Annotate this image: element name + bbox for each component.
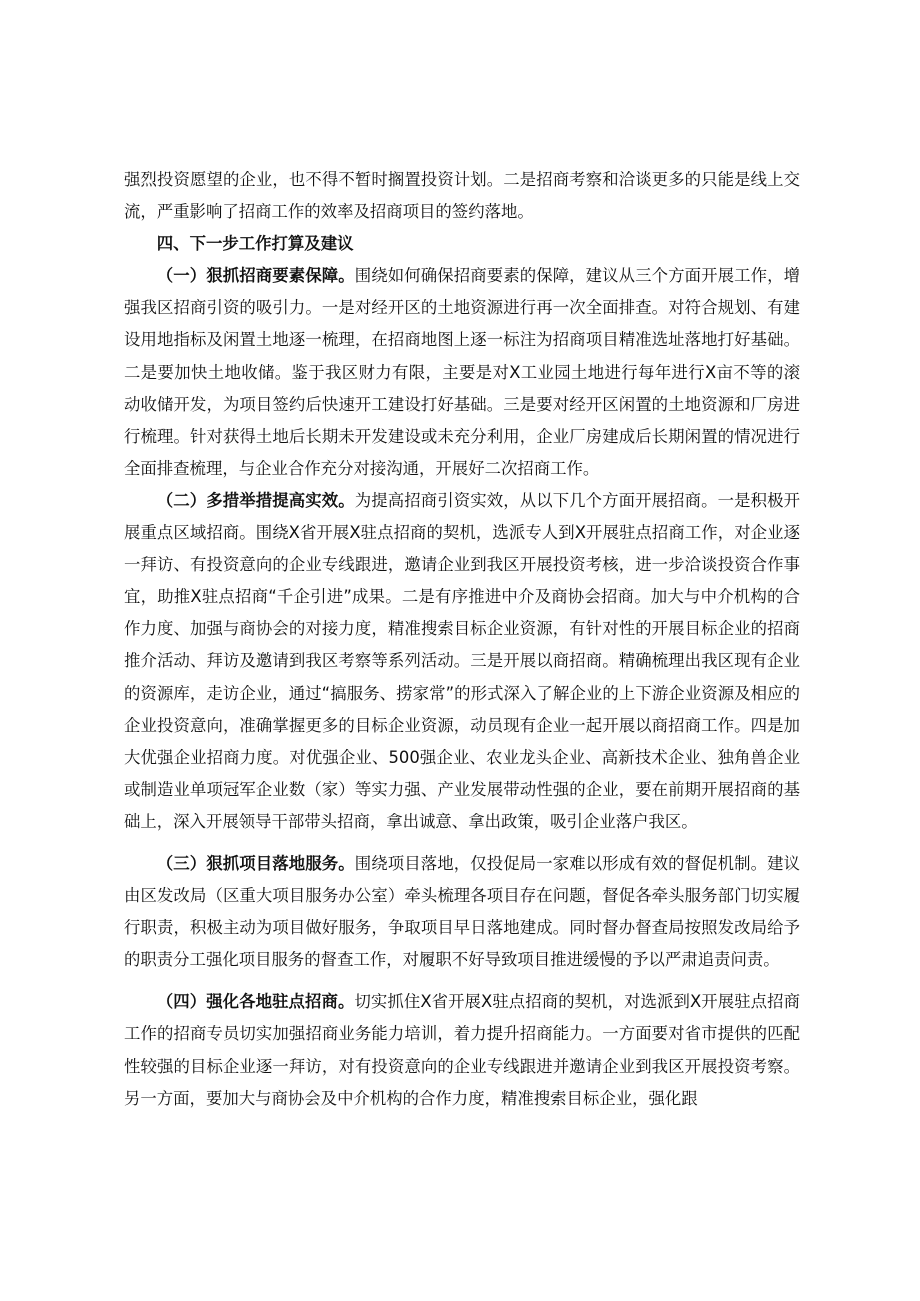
item-body-1: 围绕如何确保招商要素的保障，建议从三个方面开展工作，增强我区招商引资的吸引力。一是对经开区的土地资源进行再一次全面排查。对符合规划、有建设用地指标及闲置土地逐一梳理，在招商地图上逐一标注为招商项目精准选址落地打好基础。二是要加快土地收储。鉴于我区财力有限，主要是对X工业园土地进行每年进行X亩不等的滚动收储开发，为项目签约后快速开工建设打好基础。三是要对经开区闲置的土地资源和厂房进行梳理。针对获得土地后长期未开发建设或未充分利用，企业厂房建成后长期闲置的情况进行全面排查梳理，与企业合作充分对接沟通，开展好二次招商工作。: [124, 266, 801, 478]
item-paragraph-2: [124, 485, 800, 838]
item-title-1: （一）狠抓招商要素保障。: [156, 266, 355, 286]
item-paragraph-1: [124, 260, 800, 485]
document-body: [124, 164, 800, 1115]
item-body-2: 为提高招商引资实效，从以下几个方面开展招商。一是积极开展重点区域招商。围绕X省开展X驻点招商的契机，选派专人到X开展驻点招商工作，对企业逐一拜访、有投资意向的企业专线跟进，邀请企业到我区开展投资考核，进一步洽谈投资合作事宜，助推X驻点招商“千企引进”成果。二是有序推进中介及商协会招商。加大与中介机构的合作力度、加强与商协会的对接力度，精准搜索目标企业资源，有针对性的开展目标企业的招商推介活动、拜访及邀请到我区考察等系列活动。三是开展以商招商。精确梳理出我区现有企业的资源库，走访企业，通过“搞服务、捞家常”的形式深入了解企业的上下游企业资源及相应的企业投资意向，准确掌握更多的目标企业资源，动员现有企业一起开展以商招商工作。四是加大优强企业招商力度。对优强企业、500强企业、农业龙头企业、高新技术企业、独角兽企业或制造业单项冠军企业数（家）等实力强、产业发展带动性强的企业，要在前期开展招商的基础上，深入开展领导干部带头招商，拿出诚意、拿出政策，吸引企业落户我区。: [124, 490, 801, 831]
opening-paragraph: 强烈投资愿望的企业，也不得不暂时搁置投资计划。二是招商考察和洽谈更多的只能是线上交流，严重影响了招商工作的效率及招商项目的签约落地。: [124, 170, 800, 222]
item-body-3: 围绕项目落地，仅投促局一家难以形成有效的督促机制。建议由区发改局（区重大项目服务办公室）牵头梳理各项目存在问题，督促各牵头服务部门切实履行职责，积极主动为项目做好服务，争取项目早日落地建成。同时督办督查局按照发改局给予的职责分工强化项目服务的督查工作，对履职不好导致项目推进缓慢的予以严肃追责问责。: [124, 853, 801, 970]
item-title-3: （三）狠抓项目落地服务。: [156, 853, 355, 873]
item-paragraph-3: [124, 848, 800, 976]
item-body-4: 切实抓住X省开展X驻点招商的契机，对选派到X开展驻点招商工作的招商专员切实加强招商业务能力培训，着力提升招商能力。一方面要对省市提供的匹配性较强的目标企业逐一拜访，对有投资意向的企业专线跟进并邀请企业到我区开展投资考察。另一方面，要加大与商协会及中介机构的合作力度，精准搜索目标企业，强化跟: [124, 992, 801, 1108]
item-title-4: （四）强化各地驻点招商。: [156, 992, 355, 1012]
item-paragraph-4: [124, 986, 800, 1114]
item-title-2: （二）多措举措提高实效。: [156, 490, 355, 510]
section-heading: 四、下一步工作打算及建议: [156, 234, 354, 254]
